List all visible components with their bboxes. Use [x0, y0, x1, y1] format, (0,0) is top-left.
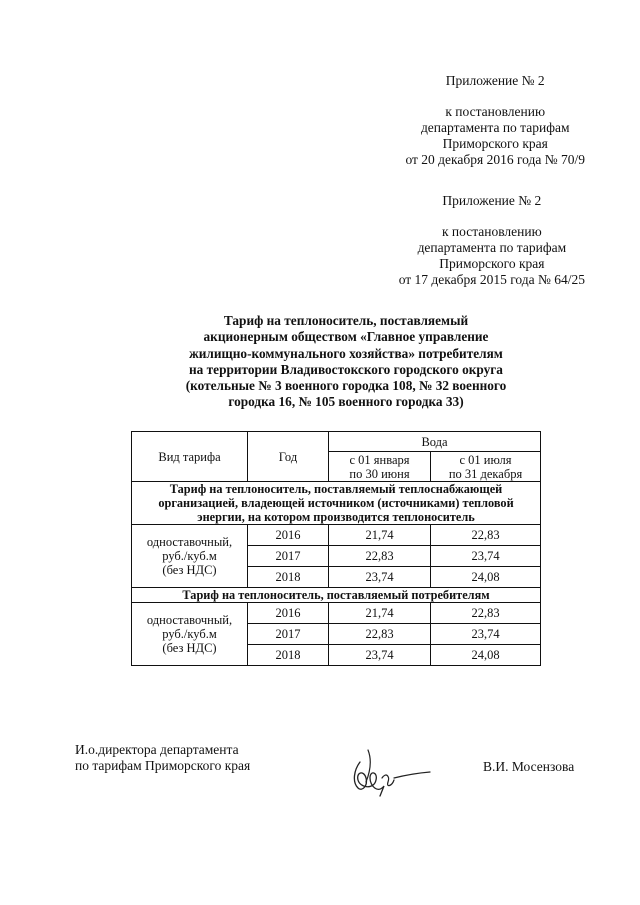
appendix-number: Приложение № 2	[445, 73, 545, 88]
year-cell: 2018	[248, 567, 329, 588]
appendix-line: департамента по тарифам	[420, 120, 570, 135]
value-cell: 22,83	[329, 546, 431, 567]
row-label	[132, 603, 248, 666]
row-label-line: (без НДС)	[162, 563, 217, 577]
value-cell: 23,74	[329, 567, 431, 588]
year-cell: 2017	[248, 624, 329, 645]
value-cell: 22,83	[431, 525, 541, 546]
row-label-line: одноставочный,	[146, 535, 233, 549]
value-cell: 21,74	[329, 603, 431, 624]
row-label-line: одноставочный,	[146, 613, 233, 627]
appendix-line: Приморского края	[439, 256, 545, 271]
year-cell: 2016	[248, 525, 329, 546]
title-line: городка 16, № 105 военного городка 33)	[228, 394, 464, 410]
signatory-position	[75, 742, 250, 774]
value-cell: 21,74	[329, 525, 431, 546]
tariff-table	[131, 431, 541, 666]
header-water: Вода	[329, 432, 541, 452]
period-line: с 01 июля	[459, 452, 512, 467]
appendix-line: к постановлению	[445, 104, 546, 119]
period-line: по 30 июня	[349, 466, 410, 481]
value-cell: 23,74	[431, 624, 541, 645]
header-period-second-half	[431, 452, 541, 482]
title-line: акционерным обществом «Главное управление	[203, 329, 489, 345]
handwritten-signature	[346, 742, 432, 798]
section-heading: Тариф на теплоноситель, поставляемый потребителям	[132, 588, 541, 603]
appendix-block-current	[405, 73, 585, 168]
row-label-line: руб./куб.м	[162, 627, 217, 641]
value-cell: 23,74	[329, 645, 431, 666]
section-heading: Тариф на теплоноситель, поставляемый теплоснабжающей организацией, владеющей источником (источниками) тепловой энергии, на котором производится теплоноситель	[132, 482, 541, 525]
period-line: по 31 декабря	[448, 466, 523, 481]
year-cell: 2016	[248, 603, 329, 624]
document-title	[160, 313, 532, 411]
signatory-name: В.И. Мосензова	[483, 759, 575, 774]
title-line: на территории Владивостокского городского округа	[189, 361, 503, 377]
signatory-position-line: по тарифам Приморского края	[75, 758, 251, 773]
appendix-line: департамента по тарифам	[417, 240, 567, 255]
title-line: Тариф на теплоноситель, поставляемый	[223, 313, 469, 328]
appendix-line: от 17 декабря 2015 года № 64/25	[398, 272, 585, 287]
year-cell: 2018	[248, 645, 329, 666]
row-label	[132, 525, 248, 588]
appendix-number: Приложение № 2	[442, 193, 542, 208]
title-line: (котельные № 3 военного городка 108, № 32 военного	[185, 378, 507, 394]
value-cell: 23,74	[431, 546, 541, 567]
header-period-first-half	[329, 452, 431, 482]
value-cell: 24,08	[431, 645, 541, 666]
title-line: жилищно-коммунального хозяйства» потребителям	[189, 345, 503, 361]
value-cell: 22,83	[431, 603, 541, 624]
appendix-line: Приморского края	[442, 136, 548, 151]
signatory-position-line: И.о.директора департамента	[75, 742, 239, 757]
header-tariff-type: Вид тарифа	[132, 432, 248, 482]
appendix-line: к постановлению	[441, 224, 542, 239]
row-label-line: (без НДС)	[162, 641, 217, 655]
row-label-line: руб./куб.м	[162, 549, 217, 563]
value-cell: 22,83	[329, 624, 431, 645]
value-cell: 24,08	[431, 567, 541, 588]
period-line: с 01 января	[349, 452, 410, 467]
appendix-line: от 20 декабря 2016 года № 70/9	[405, 152, 585, 167]
year-cell: 2017	[248, 546, 329, 567]
appendix-block-previous	[399, 193, 585, 288]
header-year: Год	[248, 432, 329, 482]
